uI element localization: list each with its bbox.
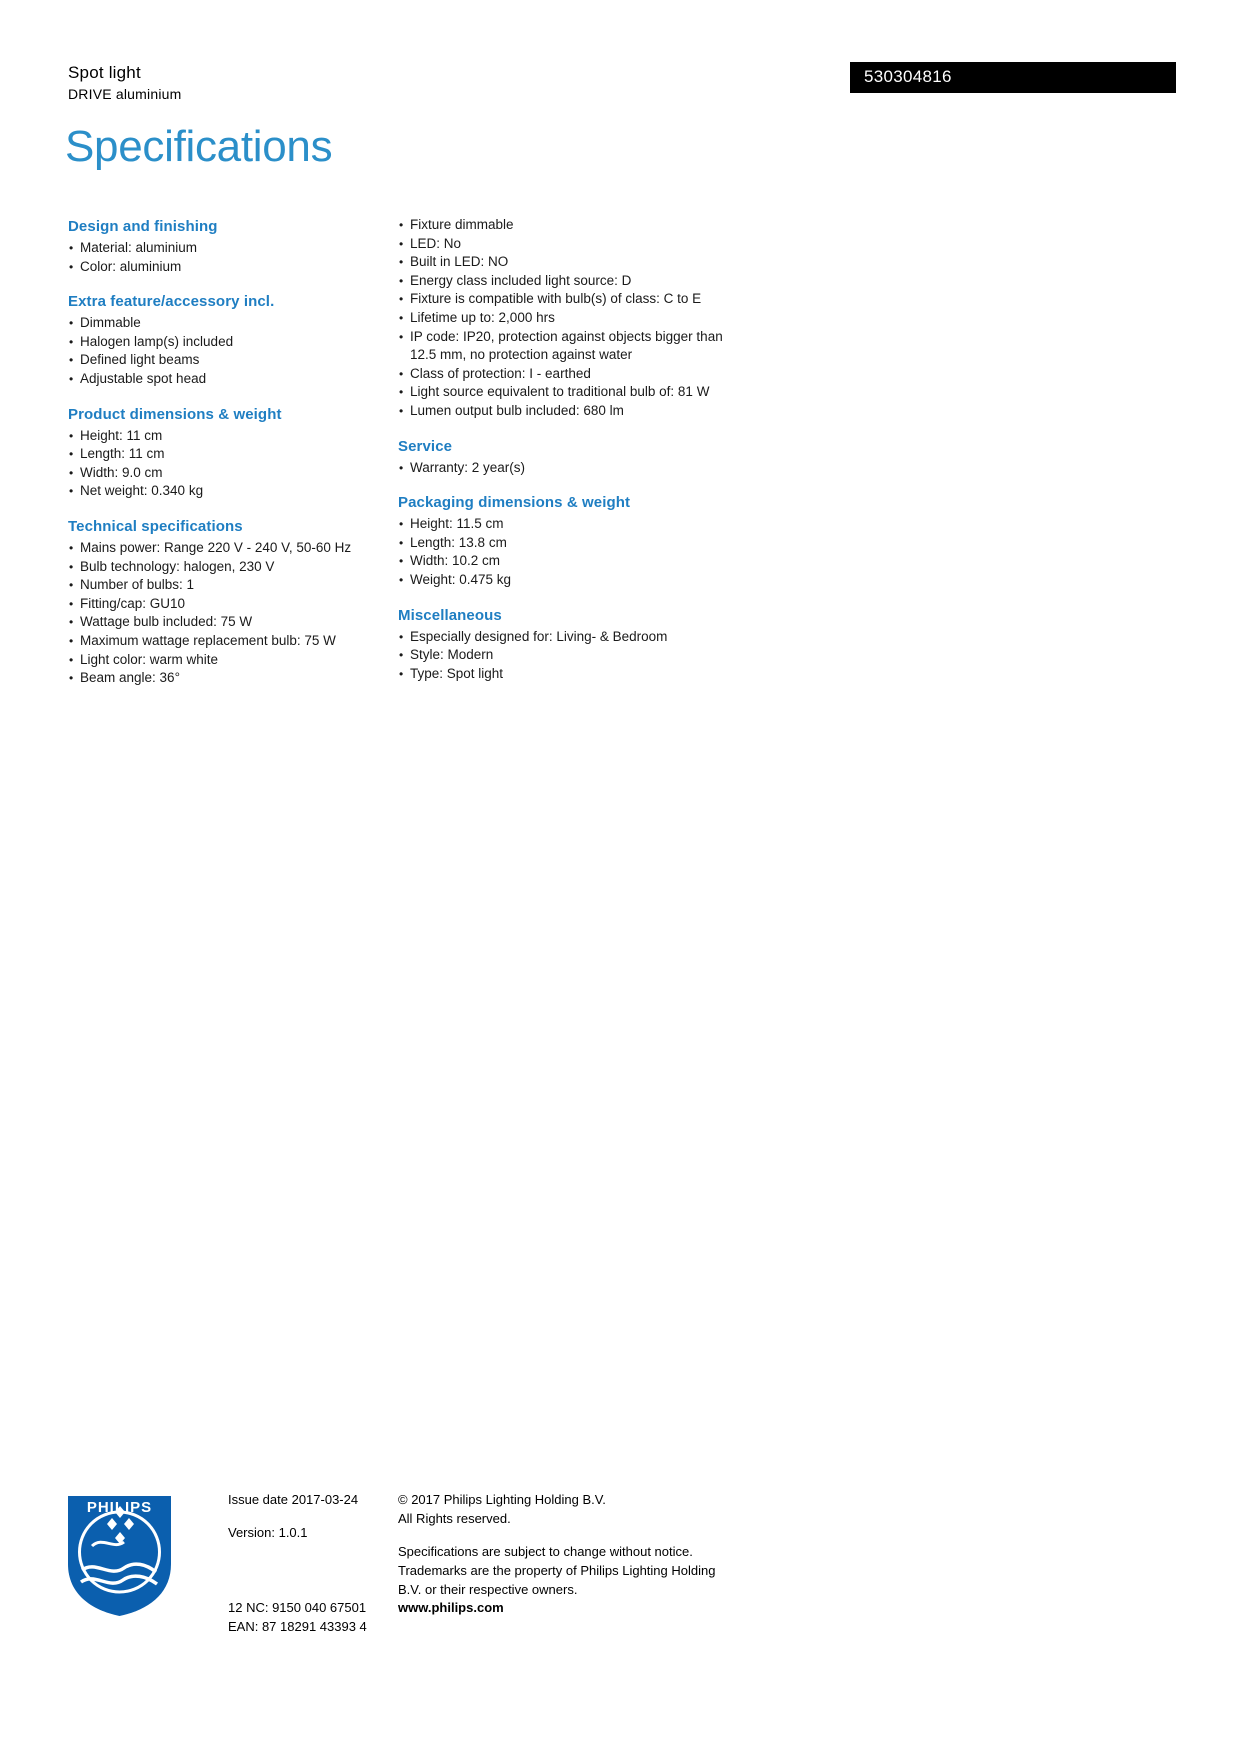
ean-code: EAN: 87 18291 43393 4 [228, 1619, 367, 1634]
footer-codes [228, 1598, 367, 1636]
specs-column-right [398, 216, 738, 683]
list-item: • Defined light beams [68, 351, 398, 370]
product-code-badge: 530304816 [850, 62, 1176, 93]
list-item: • Lumen output bulb included: 680 lm [398, 402, 738, 421]
list-item: • Width: 9.0 cm [68, 464, 398, 483]
list-item: • Material: aluminium [68, 239, 398, 258]
list-item: • Light color: warm white [68, 651, 398, 670]
spec-group [398, 436, 738, 478]
list-item: • Wattage bulb included: 75 W [68, 613, 398, 632]
list-item: • Bulb technology: halogen, 230 V [68, 558, 398, 577]
list-item: • Height: 11.5 cm [398, 515, 738, 534]
list-item: • Mains power: Range 220 V - 240 V, 50-60 Hz [68, 539, 398, 558]
spec-list [68, 314, 398, 388]
list-item: • Energy class included light source: D [398, 272, 738, 291]
list-item: • Style: Modern [398, 646, 738, 665]
spec-list [398, 515, 738, 589]
list-item: • Number of bulbs: 1 [68, 576, 398, 595]
spec-list [68, 539, 398, 688]
spec-list [398, 459, 738, 478]
list-item: • Light source equivalent to traditional bulb of: 81 W [398, 383, 738, 402]
spec-group [68, 516, 398, 688]
document-footer [0, 1480, 1240, 1680]
issue-date: Issue date 2017-03-24 [228, 1492, 359, 1507]
list-item: • Length: 13.8 cm [398, 534, 738, 553]
spec-group-heading: Miscellaneous [398, 606, 502, 624]
list-item: • Beam angle: 36° [68, 669, 398, 688]
list-item: • Maximum wattage replacement bulb: 75 W [68, 632, 398, 651]
product-title: Spot light [68, 63, 141, 82]
spec-list [68, 239, 398, 276]
spec-group [398, 492, 738, 589]
version: Version: 1.0.1 [228, 1525, 308, 1540]
nc-code: 12 NC: 9150 040 67501 [228, 1600, 367, 1615]
disclaimer-block [398, 1542, 758, 1599]
product-subtitle: DRIVE aluminium [68, 86, 182, 102]
list-item: • Adjustable spot head [68, 370, 398, 389]
spec-group [68, 404, 398, 501]
list-item: • Type: Spot light [398, 665, 738, 684]
philips-logo [62, 1490, 177, 1620]
specs-column-left [68, 216, 398, 688]
spec-group-heading: Design and finishing [68, 218, 218, 235]
spec-list [398, 628, 738, 684]
philips-shield-icon [62, 1490, 177, 1620]
copyright-block [398, 1490, 758, 1528]
spec-list [68, 427, 398, 501]
document-header [68, 62, 1176, 104]
list-item: • Class of protection: I - earthed [398, 365, 738, 384]
spec-group-heading: Extra feature/accessory incl. [68, 293, 275, 311]
spec-list [398, 216, 738, 421]
list-item: • Especially designed for: Living- & Bedroom [398, 628, 738, 647]
list-item: • Warranty: 2 year(s) [398, 459, 738, 478]
spec-group-heading: Service [398, 437, 453, 455]
philips-wordmark: PHILIPS [86, 1499, 153, 1516]
list-item: • Fixture dimmable [398, 216, 738, 235]
footer-meta-column [228, 1490, 393, 1542]
spec-group [68, 291, 398, 388]
copyright-line: © 2017 Philips Lighting Holding B.V. [398, 1492, 606, 1507]
disclaimer-line-3: B.V. or their respective owners. [398, 1582, 578, 1597]
spec-group [398, 605, 738, 684]
list-item: • Built in LED: NO [398, 253, 738, 272]
rights-line: All Rights reserved. [398, 1511, 511, 1526]
list-item: • Fitting/cap: GU10 [68, 595, 398, 614]
list-item: • Height: 11 cm [68, 427, 398, 446]
footer-legal-column [398, 1490, 758, 1599]
list-item: • Lifetime up to: 2,000 hrs [398, 309, 738, 328]
list-item: • Net weight: 0.340 kg [68, 482, 398, 501]
list-item: • Fixture is compatible with bulb(s) of class: C to E [398, 290, 738, 309]
page-title: Specifications [65, 122, 333, 171]
disclaimer-line-1: Specifications are subject to change without notice. [398, 1544, 693, 1559]
list-item: • LED: No [398, 235, 738, 254]
list-item: • IP code: IP20, protection against objects bigger than 12.5 mm, no protection against water [398, 328, 738, 365]
spec-group-heading: Product dimensions & weight [68, 405, 282, 423]
website-link[interactable]: www.philips.com [398, 1600, 504, 1615]
spec-group-heading: Packaging dimensions & weight [398, 494, 631, 512]
disclaimer-line-2: Trademarks are the property of Philips Lighting Holding [398, 1563, 716, 1578]
list-item: • Dimmable [68, 314, 398, 333]
list-item: • Halogen lamp(s) included [68, 333, 398, 352]
spec-group-heading: Technical specifications [68, 517, 243, 535]
list-item: • Color: aluminium [68, 258, 398, 277]
list-item: • Weight: 0.475 kg [398, 571, 738, 590]
spec-group-continued [398, 216, 738, 421]
list-item: • Width: 10.2 cm [398, 552, 738, 571]
list-item: • Length: 11 cm [68, 445, 398, 464]
spec-group [68, 216, 398, 276]
